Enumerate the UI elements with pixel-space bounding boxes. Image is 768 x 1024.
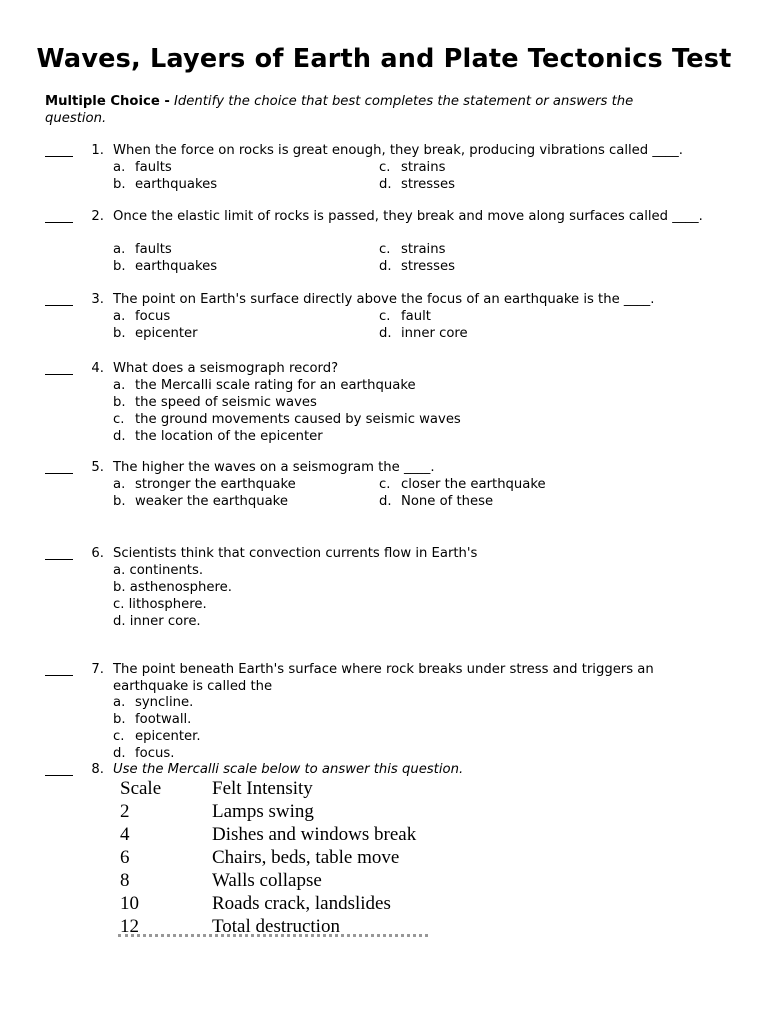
- question-number: 3.: [91, 292, 104, 307]
- answer-blank[interactable]: [45, 374, 73, 375]
- answer-blank[interactable]: [45, 222, 73, 223]
- option-a: a. faults: [113, 160, 172, 175]
- option-d: d. stresses: [379, 259, 456, 274]
- option-d: d. stresses: [379, 177, 456, 192]
- page-title: Waves, Layers of Earth and Plate Tectonics Test: [36, 44, 732, 74]
- table-row: [118, 892, 478, 915]
- question-stem: Scientists think that convection currents flow in Earth's: [113, 546, 478, 561]
- option-a: a. focus: [113, 309, 171, 324]
- table-row: [118, 800, 478, 823]
- option-c: c. fault: [379, 309, 431, 324]
- scale-value: 6: [120, 847, 130, 868]
- option-b: b. footwall.: [113, 712, 192, 727]
- table-row: [118, 846, 478, 869]
- question-number: 2.: [91, 209, 104, 224]
- question-number: 1.: [91, 143, 104, 158]
- table-header: [118, 777, 478, 800]
- table-row: [118, 869, 478, 892]
- question-stem: When the force on rocks is great enough, they break, producing vibrations called ____.: [113, 143, 683, 158]
- question-stem: The point on Earth's surface directly above the focus of an earthquake is the ____.: [113, 292, 655, 307]
- option-a: a. stronger the earthquake: [113, 477, 296, 492]
- felt-intensity: Chairs, beds, table move: [212, 847, 400, 868]
- option-c: c. lithosphere.: [113, 597, 207, 612]
- answer-blank[interactable]: [45, 473, 73, 474]
- option-b: b. the speed of seismic waves: [113, 395, 317, 410]
- table-row: [118, 823, 478, 846]
- option-c: c. epicenter.: [113, 729, 201, 744]
- scale-value: 10: [120, 893, 139, 914]
- felt-intensity: Roads crack, landslides: [212, 893, 391, 914]
- option-d: d. the location of the epicenter: [113, 429, 323, 444]
- section-intro: [45, 94, 695, 127]
- option-d: d. focus.: [113, 746, 175, 761]
- option-b: b. epicenter: [113, 326, 198, 341]
- option-b: b. earthquakes: [113, 259, 218, 274]
- answer-blank[interactable]: [45, 305, 73, 306]
- question-number: 7.: [91, 662, 104, 677]
- scale-value: 12: [120, 916, 139, 937]
- question-number: 6.: [91, 546, 104, 561]
- section-label: Multiple Choice -: [45, 94, 170, 109]
- question-stem: What does a seismograph record?: [113, 361, 339, 376]
- cropped-text-edge: [118, 934, 428, 943]
- question-number: 4.: [91, 361, 104, 376]
- option-c: c. strains: [379, 160, 446, 175]
- scale-value: 8: [120, 870, 130, 891]
- felt-intensity: Total destruction: [212, 916, 340, 937]
- mercalli-scale-table: [118, 777, 478, 939]
- answer-blank[interactable]: [45, 559, 73, 560]
- question-stem: Once the elastic limit of rocks is passed, they break and move along surfaces called ____.: [113, 209, 703, 224]
- answer-blank[interactable]: [45, 156, 73, 157]
- question-number: 5.: [91, 460, 104, 475]
- answer-blank[interactable]: [45, 675, 73, 676]
- answer-blank[interactable]: [45, 775, 73, 776]
- scale-value: 2: [120, 801, 130, 822]
- option-a: a. continents.: [113, 563, 204, 578]
- option-c: c. closer the earthquake: [379, 477, 546, 492]
- option-c: c. strains: [379, 242, 446, 257]
- option-d: d. inner core: [379, 326, 468, 341]
- option-b: b. weaker the earthquake: [113, 494, 288, 509]
- option-d: d. inner core.: [113, 614, 201, 629]
- option-a: a. faults: [113, 242, 172, 257]
- felt-intensity: Walls collapse: [212, 870, 322, 891]
- option-b: b. asthenosphere.: [113, 580, 232, 595]
- option-a: a. the Mercalli scale rating for an earthquake: [113, 378, 416, 393]
- scale-header: Scale: [120, 778, 162, 799]
- option-a: a. syncline.: [113, 695, 194, 710]
- scale-value: 4: [120, 824, 130, 845]
- question-stem: The higher the waves on a seismogram the ____.: [113, 460, 435, 475]
- option-d: d. None of these: [379, 494, 494, 509]
- option-c: c. the ground movements caused by seismic waves: [113, 412, 461, 427]
- question-number: 8.: [91, 762, 104, 777]
- option-b: b. earthquakes: [113, 177, 218, 192]
- felt-intensity: Lamps swing: [212, 801, 314, 822]
- question-stem: The point beneath Earth's surface where rock breaks under stress and triggers an earthquake is called the: [113, 662, 654, 694]
- section-instruction: Identify the choice that best completes the statement or answers the question.: [45, 94, 634, 126]
- felt-intensity-header: Felt Intensity: [212, 778, 313, 799]
- question-stem: Use the Mercalli scale below to answer this question.: [113, 762, 464, 777]
- felt-intensity: Dishes and windows break: [212, 824, 417, 845]
